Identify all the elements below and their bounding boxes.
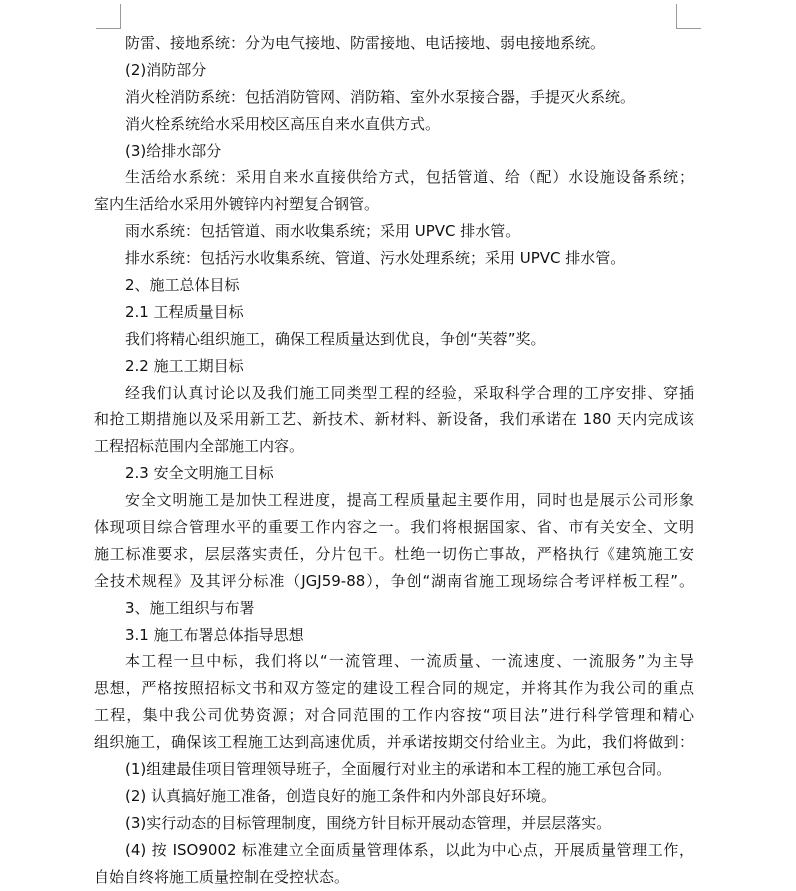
paragraph-line: 经我们认真讨论以及我们施工同类型工程的经验，采取科学合理的工序安排、穿插: [125, 383, 694, 402]
section-heading: 2.2 施工工期目标: [125, 356, 244, 375]
top-left-crop-mark: [96, 4, 121, 29]
section-heading: 2.1 工程质量目标: [125, 302, 244, 321]
list-item: (1)组建最佳项目管理领导班子，全面履行对业主的承诺和本工程的施工承包合同。: [125, 760, 672, 779]
paragraph-line: 消火栓系统给水采用校区高压自来水直供方式。: [125, 114, 441, 133]
paragraph-line: 组织施工，确保该工程施工达到高速优质，并承诺按期交付给业主。为此，我们将做到：: [94, 733, 694, 752]
list-item: 自始自终将施工质量控制在受控状态。: [94, 867, 350, 886]
chapter-heading: 3、施工组织与布署: [125, 598, 255, 617]
section-heading: (3)给排水部分: [125, 141, 222, 160]
paragraph-line: 体现项目综合管理水平的重要工作内容之一。我们将根据国家、省、市有关安全、文明: [94, 518, 694, 537]
paragraph-line: 工程招标范围内全部施工内容。: [94, 437, 305, 456]
chapter-heading: 2、施工总体目标: [125, 276, 240, 295]
paragraph-line: 室内生活给水采用外镀锌内衬塑复合钢管。: [94, 195, 380, 214]
paragraph-line: 我们将精心组织施工，确保工程质量达到优良，争创“芙蓉”奖。: [125, 329, 546, 348]
section-heading: 2.3 安全文明施工目标: [125, 464, 274, 483]
paragraph-line: 工程，集中我公司优势资源；对合同范围的工作内容按“项目法”进行科学管理和精心: [94, 706, 694, 725]
section-heading: 3.1 施工布署总体指导思想: [125, 625, 304, 644]
paragraph-line: 全技术规程》及其评分标准（JGJ59-88），争创“湖南省施工现场综合考评样板工程”。: [94, 571, 694, 590]
list-item: (2) 认真搞好施工准备，创造良好的施工条件和内外部良好环境。: [125, 786, 557, 805]
paragraph-line: 和抢工期措施以及采用新工艺、新技术、新材料、新设备，我们承诺在 180 天内完成该: [94, 410, 694, 429]
list-item: (3)实行动态的目标管理制度，围绕方针目标开展动态管理，并层层落实。: [125, 813, 612, 832]
paragraph-line: 消火栓消防系统：包括消防管网、消防箱、室外水泵接合器，手提灭火系统。: [125, 87, 636, 106]
paragraph-line: 安全文明施工是加快工程进度，提高工程质量起主要作用，同时也是展示公司形象: [125, 491, 694, 510]
section-heading: (2)消防部分: [125, 60, 207, 79]
paragraph-line: 防雷、接地系统：分为电气接地、防雷接地、电话接地、弱电接地系统。: [125, 34, 606, 52]
list-item: (4) 按 ISO9002 标准建立全面质量管理体系，以此为中心点，开展质量管理工作，: [125, 840, 694, 859]
paragraph-line: 思想，严格按照招标文书和双方签定的建设工程合同的规定，并将其作为我公司的重点: [94, 679, 694, 698]
top-right-crop-mark: [676, 4, 701, 29]
paragraph-line: 雨水系统：包括管道、雨水收集系统；采用 UPVC 排水管。: [125, 222, 521, 241]
paragraph-line: 施工标准要求，层层落实责任，分片包干。杜绝一切伤亡事故，严格执行《建筑施工安: [94, 544, 694, 563]
paragraph-line: 本工程一旦中标，我们将以“一流管理、一流质量、一流速度、一流服务”为主导: [125, 652, 694, 671]
document-body: [94, 30, 694, 891]
paragraph-line: 生活给水系统：采用自来水直接供给方式，包括管道、给（配）水设施设备系统；: [125, 168, 694, 187]
paragraph-line: 排水系统：包括污水收集系统、管道、污水处理系统；采用 UPVC 排水管。: [125, 249, 626, 268]
